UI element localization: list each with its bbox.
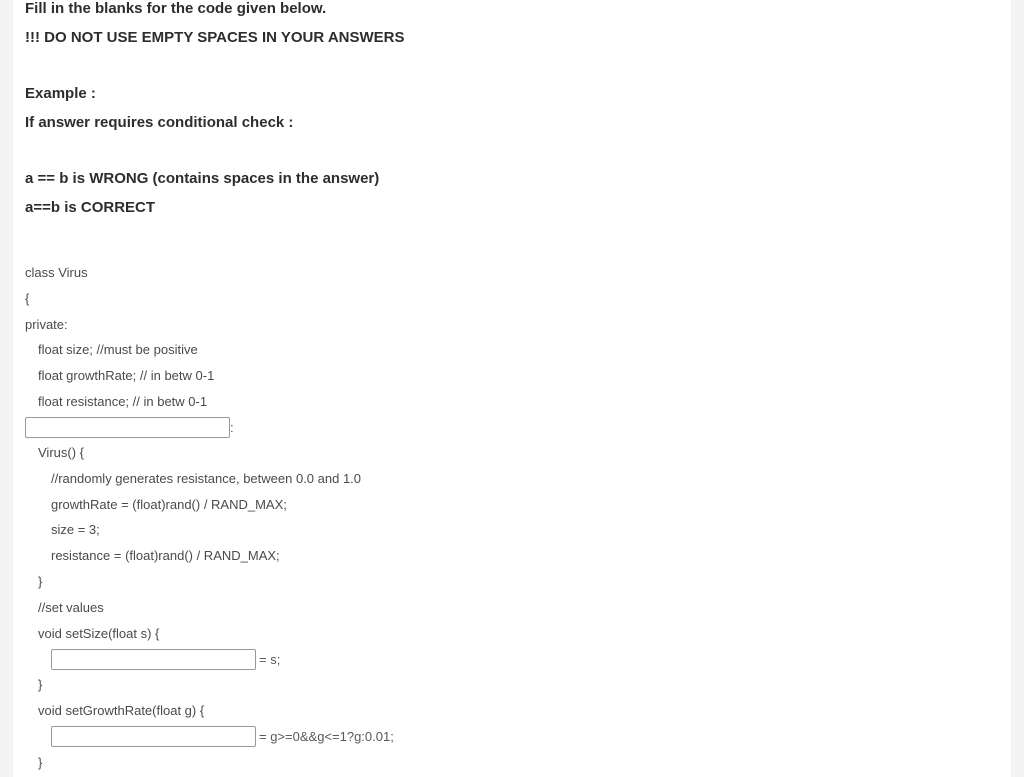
example-condition: If answer requires conditional check : — [25, 114, 294, 131]
blank-2-suffix: = s; — [259, 652, 281, 667]
answer-blank-3[interactable] — [51, 726, 256, 747]
code-ctor-size: size = 3; — [51, 522, 100, 537]
code-setsize-close: } — [38, 677, 43, 692]
code-set-comment: //set values — [38, 600, 104, 615]
correct-example: a==b is CORRECT — [25, 199, 156, 216]
answer-blank-2[interactable] — [51, 649, 256, 670]
code-ctor-decl: Virus() { — [38, 445, 84, 460]
answer-blank-1[interactable] — [25, 417, 230, 438]
blank-3-suffix: = g>=0&&g<=1?g:0.01; — [259, 729, 394, 744]
question-panel — [13, 0, 1011, 777]
instruction-title: Fill in the blanks for the code given below. — [25, 0, 327, 17]
code-ctor-resistance: resistance = (float)rand() / RAND_MAX; — [51, 548, 280, 563]
code-setgrowth-close: } — [38, 755, 43, 770]
code-ctor-close: } — [38, 574, 43, 589]
code-ctor-comment: //randomly generates resistance, between 0.0 and 1.0 — [51, 471, 362, 486]
code-field-growth: float growthRate; // in betw 0-1 — [38, 368, 215, 383]
code-ctor-growth: growthRate = (float)rand() / RAND_MAX; — [51, 497, 287, 512]
code-setgrowth-decl: void setGrowthRate(float g) { — [38, 703, 205, 718]
example-heading: Example : — [25, 85, 96, 102]
code-class-decl: class Virus — [25, 265, 88, 280]
blank-1-suffix: : — [230, 420, 234, 435]
code-field-size: float size; //must be positive — [38, 342, 198, 357]
wrong-example: a == b is WRONG (contains spaces in the answer) — [25, 170, 380, 187]
instruction-warning: !!! DO NOT USE EMPTY SPACES IN YOUR ANSWERS — [25, 29, 405, 46]
code-open-brace: { — [25, 291, 30, 306]
code-field-resistance: float resistance; // in betw 0-1 — [38, 394, 208, 409]
code-private-label: private: — [25, 317, 68, 332]
code-setsize-decl: void setSize(float s) { — [38, 626, 160, 641]
